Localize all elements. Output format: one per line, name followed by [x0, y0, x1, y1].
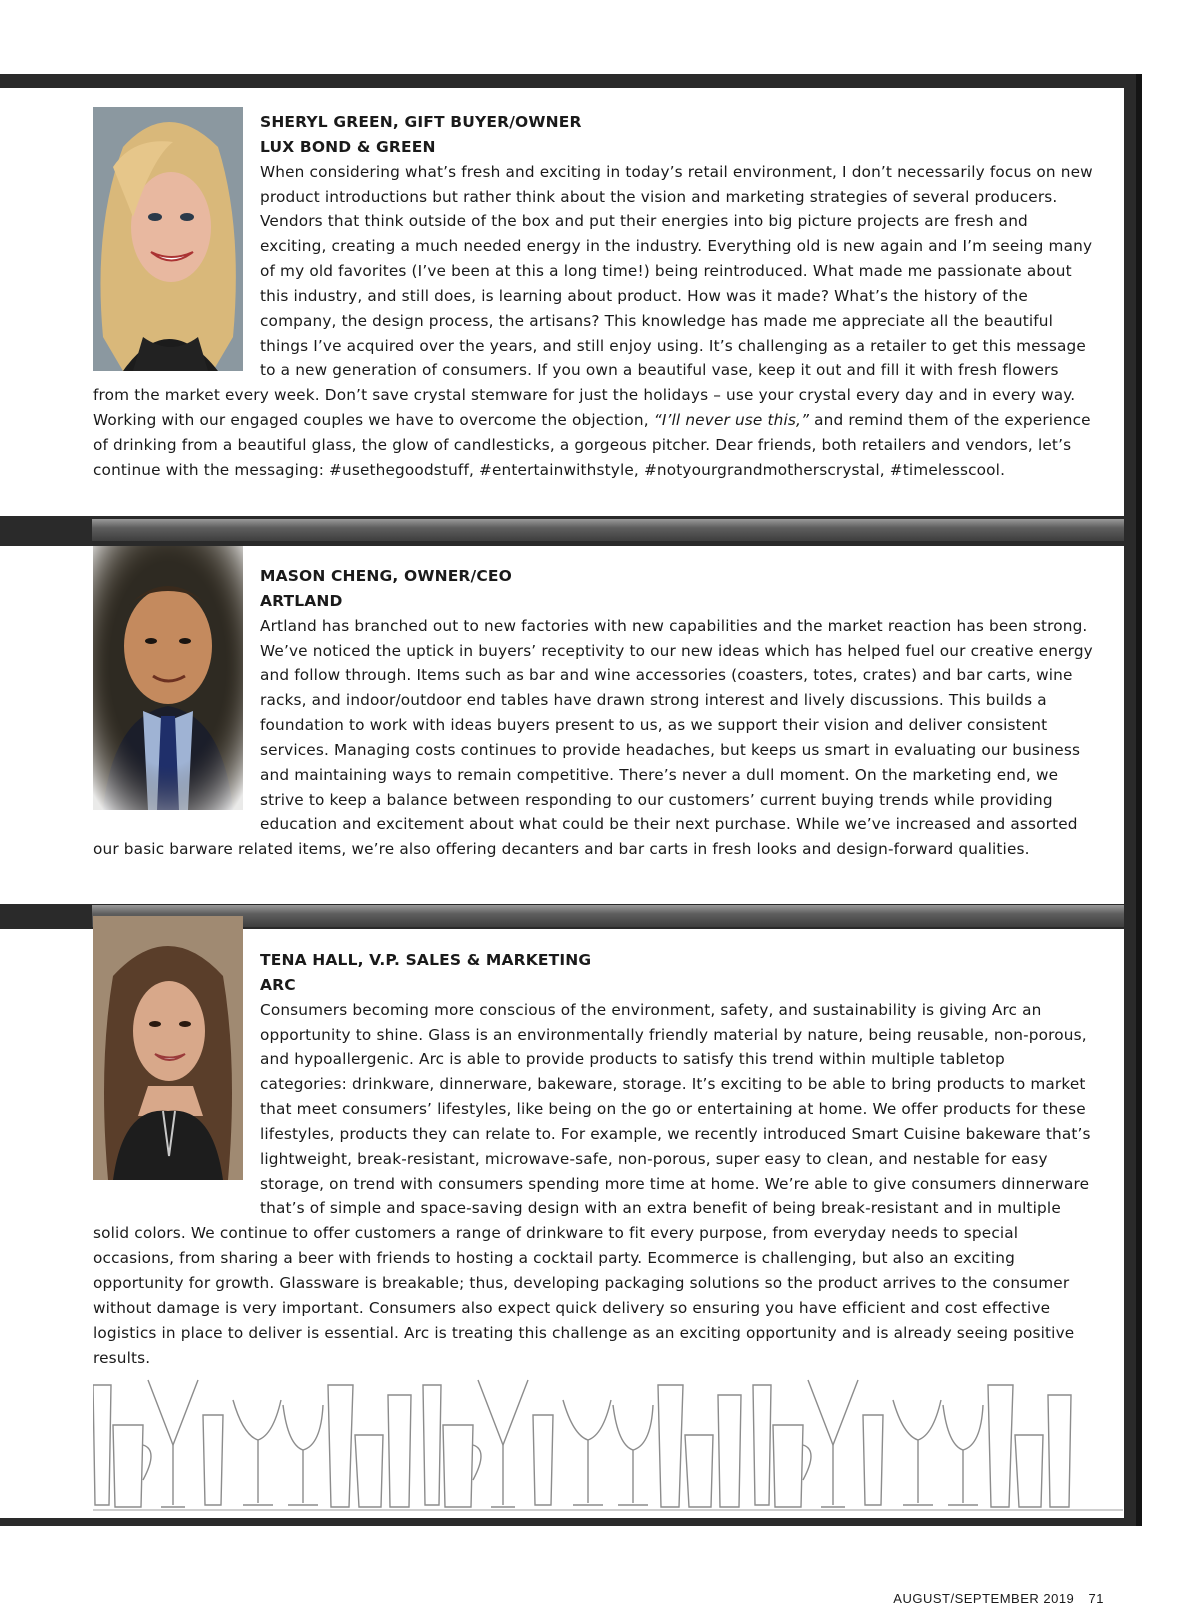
body-text: When considering what’s fresh and exciting in today’s retail environment, I don’t necessarily focus on new product introductions but rather think about the vision and marketing strategies of several producers. Vendors that think outside of the box and put their energies into big picture projects are fresh and exciting, creating a much needed energy in the industry. Everything old is new again and I’m seeing many of my old favorites (I’ve been at this a long time!) being reintroduced. What made me passionate about this industry, and still does, is learning about product. How was it made? What’s the history of the company, the design process, the artisans? This knowledge has made me appreciate all the beautiful things I’ve acquired over the years, and still enjoy using. It’s challenging as a retailer to get this message to a new generation of consumers. If you own a beautiful vase, keep it out and fill it with fresh flowers from the market every week. Don’t save crystal stemware for just the holidays – use your crystal every day and in every way. Working with our engaged couples we have to overcome the objection, — [93, 162, 1093, 430]
divider-bar — [92, 905, 1124, 927]
profile-body: Consumers becoming more conscious of the environment, safety, and sustainability is giving Arc an opportunity to shine. Glass is an environmentally friendly material by nature, being reusable, non-porous, and hypoallergenic. Arc is able to provide products to satisfy this trend within multiple tabletop categories: drinkware, dinnerware, bakeware, storage. It’s exciting to be able to bring products to market that meet consumers’ lifestyles, like being on the go or entertaining at home. We offer products for these lifestyles, products they can relate to. For example, we recently introduced Smart Cuisine bakeware that’s lightweight, break-resistant, microwave-safe, non-porous, super easy to clean, and nestable for easy storage, on trend with consumers spending more time at home. We’re able to give consumers dinnerware that’s of simple and space-saving design with an extra benefit of being break-resistant and in multiple solid colors. We continue to offer customers a range of drinkware to fit every purpose, from everyday needs to special occasions, from sharing a beer with friends to hosting a cocktail party. Ecommerce is challenging, but also an exciting opportunity for growth. Glassware is breakable; thus, developing packaging solutions so the product arrives to the consumer without damage is very important. Consumers also expect quick delivery so ensuring you have efficient and cost effective logistics in place to deliver is essential. Arc is treating this challenge as an exciting opportunity and is already seeing positive results. — [93, 1000, 1091, 1367]
profile-company: ARC — [260, 975, 296, 994]
profile-entry — [93, 948, 1096, 1370]
issue-date: AUGUST/SEPTEMBER 2019 — [893, 1591, 1075, 1606]
profile-body — [93, 160, 1096, 483]
profile-entry — [93, 564, 1096, 862]
body-text: and remind them of the experience of drinking from a beautiful glass, the glow of candlesticks, a gorgeous pitcher. Dear friends, both retailers and vendors, let’s continue with the messaging: #usethegoodstuff, #entertainwithstyle, #notyourgrandmotherscrystal, #timelesscool. — [93, 411, 1091, 479]
profile-body: Artland has branched out to new factories with new capabilities and the market reaction has been strong. We’ve noticed the uptick in buyers’ receptivity to our new ideas which has helped fuel our creative energy and follow through. Items such as bar and wine accessories (coasters, totes, crates) and bar carts, wine racks, and indoor/outdoor end tables have drawn strong interest and lively discussions. This builds a foundation to work with ideas buyers present to us, as we support their vision and deliver consistent services. Managing costs continues to provide headaches, but keeps us smart in evaluating our business and maintaining ways to remain competitive. There’s never a dull moment. On the marketing end, we strive to keep a balance between responding to our customers’ current buying trends while providing education and excitement about what could be their next purchase. While we’ve increased and assorted our basic barware related items, we’re also offering decanters and bar carts in fresh looks and design-forward qualities. — [93, 616, 1093, 859]
profile-entry — [93, 110, 1096, 483]
profile-company: ARTLAND — [260, 591, 343, 610]
profile-name: MASON CHENG, OWNER/CEO — [260, 567, 512, 585]
profile-company: LUX BOND & GREEN — [260, 137, 436, 156]
page-footer — [893, 1591, 1104, 1606]
quote-text: “I’ll never use this,” — [653, 411, 810, 430]
glass-group — [93, 1380, 411, 1507]
divider-bar — [92, 519, 1124, 541]
profile-name: SHERYL GREEN, GIFT BUYER/OWNER — [260, 113, 582, 131]
profile-name: TENA HALL, V.P. SALES & MARKETING — [260, 951, 592, 969]
glassware-illustration — [93, 1375, 1123, 1515]
page-number: 71 — [1088, 1591, 1104, 1606]
